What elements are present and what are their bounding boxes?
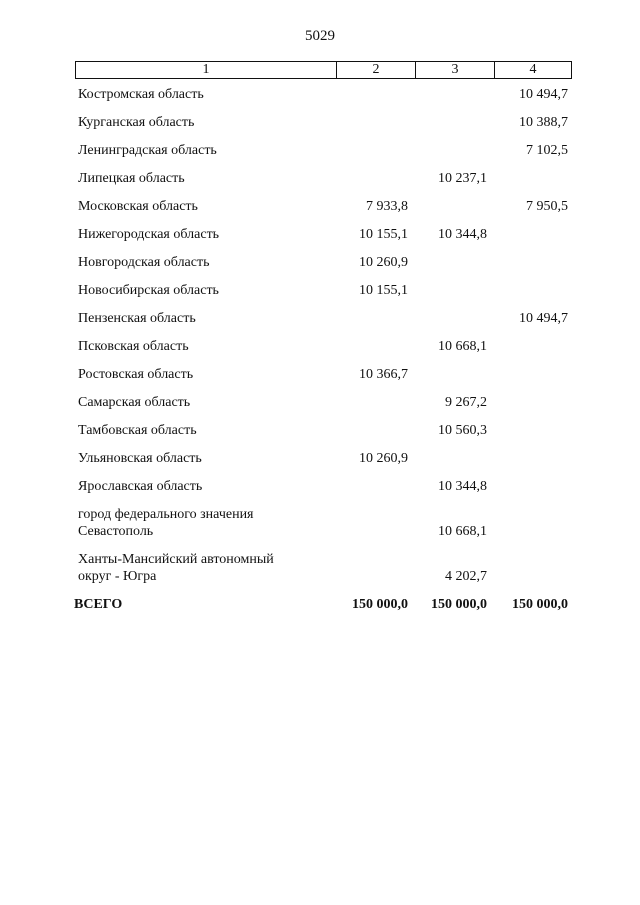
value-col-2: 10 260,9 [359,451,408,466]
table-row [78,476,572,504]
table-row [78,448,572,476]
value-col-4: 10 388,7 [519,115,568,130]
total-col-2: 150 000,0 [352,597,408,612]
region-name: Ярославская область [78,479,203,494]
page-number: 5029 [305,28,335,44]
table-row [78,112,572,140]
value-col-3: 10 668,1 [438,524,487,539]
region-name-line-1: город федерального значения [78,507,254,522]
region-name: Липецкая область [78,171,185,186]
value-col-4: 7 950,5 [526,199,568,214]
region-name [78,551,318,585]
value-col-2: 7 933,8 [366,199,408,214]
region-name: Костромская область [78,87,204,102]
column-header-4: 4 [494,62,571,78]
region-name: Тамбовская область [78,423,197,438]
region-name: Курганская область [78,115,195,130]
table-row [78,504,572,549]
region-name-line-2: округ - Югра [78,569,157,584]
value-col-2: 10 366,7 [359,367,408,382]
region-name: Московская область [78,199,198,214]
region-name: Ульяновская область [78,451,202,466]
table-row [78,140,572,168]
table-row [78,336,572,364]
column-header-1: 1 [202,62,210,77]
value-col-3: 10 668,1 [438,339,487,354]
table-row [78,196,572,224]
value-col-3: 10 560,3 [438,423,487,438]
value-col-2: 10 155,1 [359,227,408,242]
region-name: Пензенская область [78,311,196,326]
region-name: Псковская область [78,339,189,354]
value-col-3: 4 202,7 [445,569,487,584]
column-header-2: 2 [336,62,415,78]
total-col-3: 150 000,0 [431,597,487,612]
region-name: Новгородская область [78,255,210,270]
total-label: ВСЕГО [74,597,123,612]
table-row [78,392,572,420]
table-row [78,420,572,448]
table-row [78,549,572,594]
region-name: Ростовская область [78,367,194,382]
table-row [78,224,572,252]
value-col-3: 9 267,2 [445,395,487,410]
table-row [78,280,572,308]
value-col-3: 10 237,1 [438,171,487,186]
region-name-line-2: Севастополь [78,524,154,539]
value-col-4: 10 494,7 [519,87,568,102]
table-row [78,84,572,112]
region-name [78,506,318,540]
region-name-line-1: Ханты-Мансийский автономный [78,552,274,567]
region-name: Ленинградская область [78,143,217,158]
value-col-3: 10 344,8 [438,227,487,242]
table-row [78,308,572,336]
value-col-2: 10 260,9 [359,255,408,270]
total-col-4: 150 000,0 [512,597,568,612]
column-header-3: 3 [415,62,494,78]
region-name: Нижегородская область [78,227,220,242]
region-name: Новосибирская область [78,283,219,298]
value-col-3: 10 344,8 [438,479,487,494]
table-row [78,364,572,392]
value-col-4: 7 102,5 [526,143,568,158]
table-header [75,61,572,79]
table-body [74,84,572,616]
table-row [78,252,572,280]
value-col-2: 10 155,1 [359,283,408,298]
total-row [74,594,572,616]
table-row [78,168,572,196]
region-name: Самарская область [78,395,191,410]
value-col-4: 10 494,7 [519,311,568,326]
